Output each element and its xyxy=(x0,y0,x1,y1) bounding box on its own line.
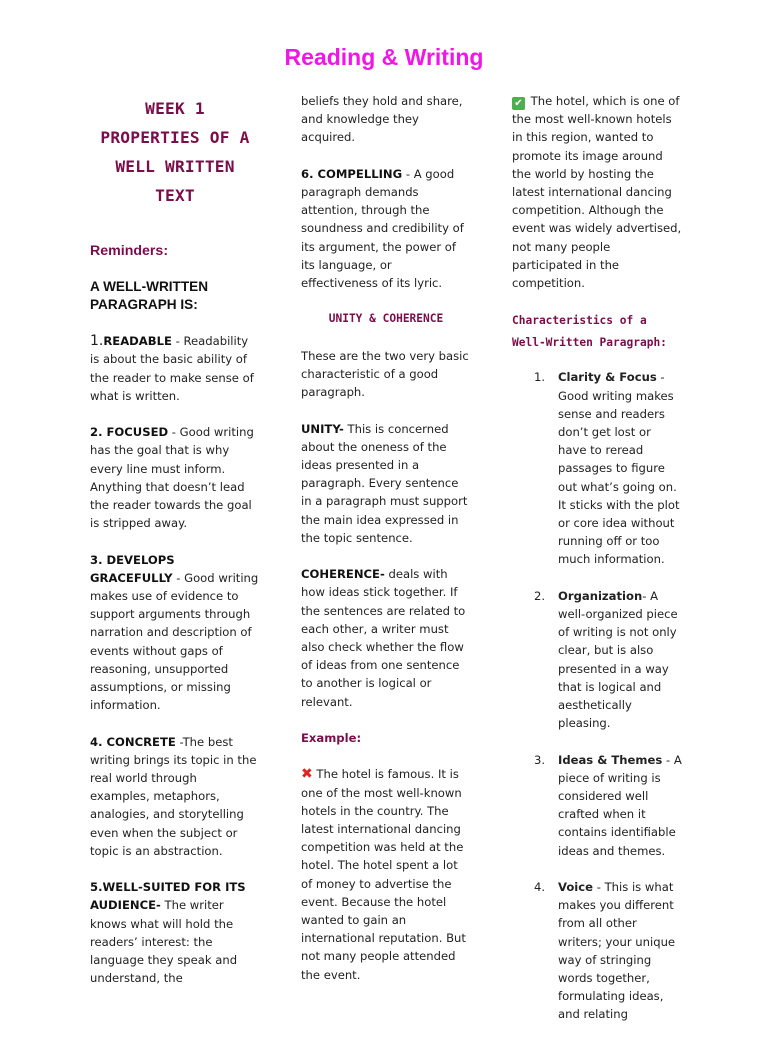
property-item: 1.READABLE - Readability is about the basic ability of the reader to make sense of what is written. xyxy=(90,333,254,403)
unity-coherence-heading: UNITY & COHERENCE xyxy=(328,312,444,326)
reminders-heading: Reminders: xyxy=(90,243,169,259)
property-term: DEVELOPS GRACEFULLY xyxy=(90,552,175,585)
bad-example: ✖ The hotel is famous. It is one of the most well-known hotels in the country. The latest international dancing competition was held at the hotel. The hotel spent a lot of money to advertise the event. Because the hotel wanted to gain an international reputation. But not many people attended the event. xyxy=(301,766,466,982)
intro-text: These are the two very basic characteristic of a good paragraph. xyxy=(301,348,469,400)
property-term: READABLE xyxy=(103,334,172,349)
property-item: 4. CONCRETE -The best writing brings its topic in the real world through examples, metaphors, analogies, and storytelling even when the subject or topic is an abstraction. xyxy=(90,734,257,858)
week-title-line: PROPERTIES OF A xyxy=(100,128,250,147)
good-example: ✔ The hotel, which is one of the most well-known hotels in this region, wanted to promote its image around the world by hosting the latest international dancing competition. Although the event was widely advertised, not many people participated in the competition. xyxy=(512,94,682,291)
list-item: 2. Organization- A well-organized piece of writing is not only clear, but is also presented in a way that is logical and aesthetically pleasing. xyxy=(534,588,678,731)
coherence-definition: COHERENCE- deals with how ideas stick together. If the sentences are related to each other, a writer must also check whether the flow of ideas from one sentence to another is logical or relevant. xyxy=(301,567,466,709)
list-term: Clarity & Focus xyxy=(558,370,657,385)
cross-mark-icon: ✖ xyxy=(301,766,313,783)
list-item: 4. Voice - This is what makes you different from all other writers; your unique way of stringing words together, formulating ideas, and relating xyxy=(534,880,676,1022)
characteristics-heading: Characteristics of a Well-Written Paragraph: xyxy=(512,314,667,350)
property-term: WELL-SUITED FOR ITS AUDIENCE- xyxy=(90,880,246,913)
example-label: Example: xyxy=(301,731,362,746)
paragraph-heading: A WELL-WRITTEN PARAGRAPH IS: xyxy=(90,279,209,313)
unity-definition: UNITY- This is concerned about the oneness of the ideas presented in a paragraph. Every sentence in a paragraph must support the main idea expressed in the topic sentence. xyxy=(301,421,468,545)
week-title-line: WELL WRITTEN xyxy=(115,157,235,176)
continuation-text: beliefs they hold and share, and knowledge they acquired. xyxy=(301,94,463,145)
property-item: 2. FOCUSED - Good writing has the goal that is why every line must inform. Anything that doesn’t lead the reader towards the goal is stripped away. xyxy=(90,425,254,531)
list-item: 1. Clarity & Focus - Good writing makes sense and readers don’t get lost or have to reread passages to figure out what’s going on. It sticks with the plot or core idea without running off or too much information. xyxy=(534,370,680,567)
list-term: Organization xyxy=(558,588,643,603)
column-3 xyxy=(512,92,682,1042)
property-item: 6. COMPELLING - A good paragraph demands attention, through the soundness and credibility of its argument, the power of its language, or effectiveness of its lyric. xyxy=(301,166,464,291)
property-item: 5.WELL-SUITED FOR ITS AUDIENCE- The writer knows what will hold the readers’ interest: the language they speak and understand, the xyxy=(90,880,246,986)
property-item: 3. DEVELOPS GRACEFULLY - Good writing makes use of evidence to support arguments through narration and description of events without gaps of reasoning, unsupported assumptions, or missing information. xyxy=(90,552,259,713)
week-title-line: TEXT xyxy=(155,186,195,205)
list-term: Voice xyxy=(558,880,594,895)
page-title: Reading & Writing xyxy=(284,44,484,70)
week-title-line: WEEK 1 xyxy=(145,99,205,118)
column-1 xyxy=(90,92,260,1006)
list-item: 3. Ideas & Themes - A piece of writing is considered well crafted when it contains identifiable ideas and themes. xyxy=(534,752,682,858)
property-term: CONCRETE xyxy=(106,734,176,749)
property-term: 6. COMPELLING xyxy=(301,166,403,181)
property-term: FOCUSED xyxy=(106,425,169,440)
check-mark-icon: ✔ xyxy=(512,97,525,110)
list-term: Ideas & Themes xyxy=(558,752,663,767)
week-title xyxy=(90,94,260,210)
column-2 xyxy=(301,92,471,1002)
